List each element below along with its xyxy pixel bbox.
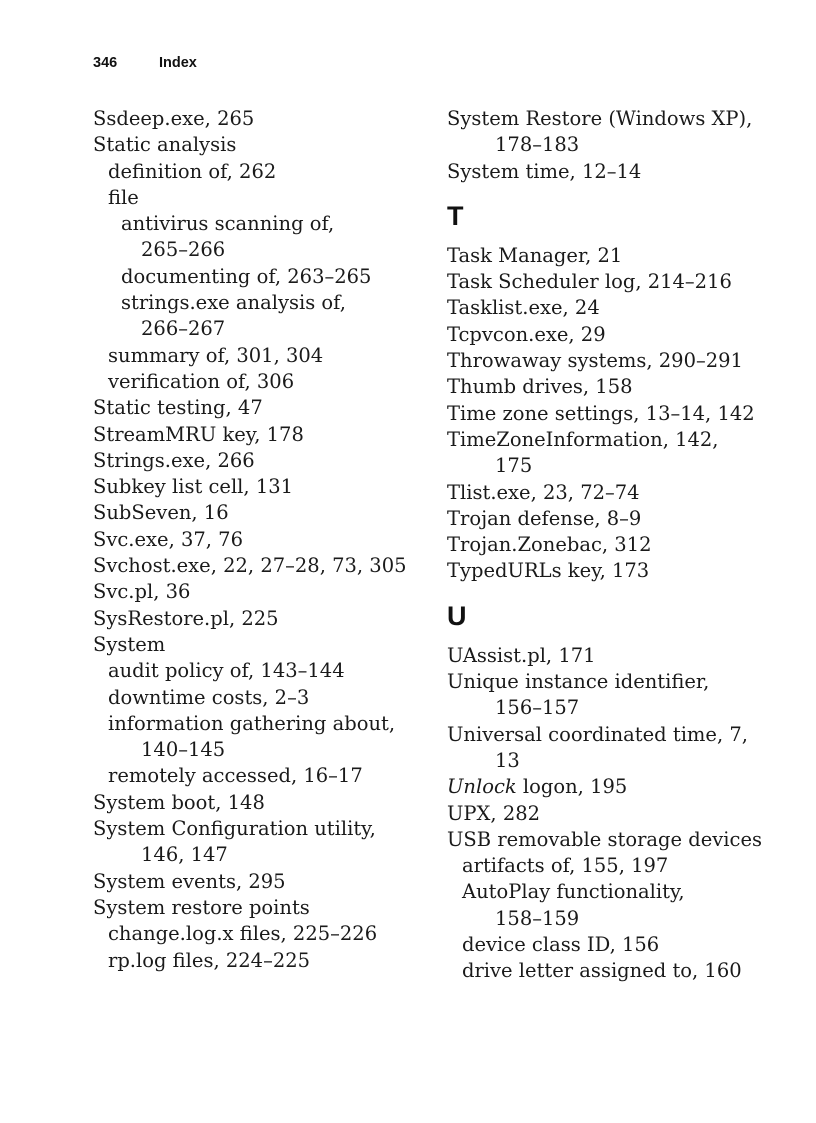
index-continuation: 13 — [495, 748, 520, 772]
index-entry: System time, 12–14 — [447, 159, 642, 183]
index-entry: StreamMRU key, 178 — [93, 422, 304, 446]
index-subsubentry: antivirus scanning of, — [121, 212, 335, 236]
index-entry: Unique instance identifier, — [447, 670, 710, 694]
index-subentry: information gathering about, — [108, 711, 396, 735]
index-entry: TimeZoneInformation, 142, — [447, 427, 719, 451]
index-entry: Trojan defense, 8–9 — [447, 506, 642, 530]
index-entry: Time zone settings, 13–14, 142 — [447, 401, 755, 425]
index-subentry: file — [108, 185, 139, 209]
index-entry: Task Manager, 21 — [447, 243, 623, 267]
running-header — [93, 55, 197, 71]
index-entry: System restore points — [93, 895, 310, 919]
index-subentry: artifacts of, 155, 197 — [462, 854, 669, 878]
page-number: 346 — [93, 55, 118, 71]
index-entry: Svc.exe, 37, 76 — [93, 527, 243, 551]
index-subentry: rp.log files, 224–225 — [108, 948, 311, 972]
index-entry: Task Scheduler log, 214–216 — [447, 270, 732, 294]
index-entry: Tlist.exe, 23, 72–74 — [447, 480, 640, 504]
index-subentry: verification of, 306 — [108, 369, 295, 393]
index-entry: Thumb drives, 158 — [447, 375, 633, 399]
running-title: Index — [159, 55, 197, 71]
index-entry: Svchost.exe, 22, 27–28, 73, 305 — [93, 554, 407, 578]
index-subentry: definition of, 262 — [108, 159, 277, 183]
index-entry: Subkey list cell, 131 — [93, 475, 294, 499]
index-subsubentry: documenting of, 263–265 — [121, 264, 372, 288]
index-entry: System — [93, 632, 166, 656]
section-letter-u: U — [447, 600, 467, 631]
index-continuation: 175 — [495, 454, 533, 478]
index-entry: UPX, 282 — [447, 801, 541, 825]
index-continuation: 265–266 — [141, 238, 226, 262]
index-entry: Strings.exe, 266 — [93, 448, 255, 472]
index-continuation: 140–145 — [141, 738, 226, 762]
index-entry — [447, 774, 787, 800]
index-entry: System boot, 148 — [93, 790, 265, 814]
index-subentry: remotely accessed, 16–17 — [108, 764, 363, 788]
index-continuation: 178–183 — [495, 133, 580, 157]
index-subsubentry: strings.exe analysis of, — [121, 291, 346, 315]
index-entry: System events, 295 — [93, 869, 286, 893]
index-entry: Trojan.Zonebac, 312 — [447, 533, 652, 557]
index-subentry: downtime costs, 2–3 — [108, 685, 310, 709]
index-entry: USB removable storage devices — [447, 827, 763, 851]
index-continuation: 156–157 — [495, 696, 580, 720]
index-entry: System Restore (Windows XP), — [447, 107, 753, 130]
index-entry: Tcpvcon.exe, 29 — [447, 322, 606, 346]
index-entry: Static testing, 47 — [93, 396, 263, 420]
index-continuation: 146, 147 — [141, 843, 228, 867]
entry-locator: logon, 195 — [516, 775, 628, 799]
index-column-left — [93, 106, 423, 974]
index-entry: Tasklist.exe, 24 — [447, 296, 600, 320]
index-entry: SysRestore.pl, 225 — [93, 606, 279, 630]
index-subentry: audit policy of, 143–144 — [108, 659, 345, 683]
index-subentry: change.log.x files, 225–226 — [108, 922, 378, 946]
index-entry: TypedURLs key, 173 — [447, 559, 650, 583]
index-subentry: device class ID, 156 — [462, 933, 660, 957]
index-entry: Ssdeep.exe, 265 — [93, 107, 255, 130]
index-continuation: 266–267 — [141, 317, 226, 341]
index-column-right — [447, 106, 787, 985]
index-entry: Universal coordinated time, 7, — [447, 722, 748, 746]
index-entry: System Configuration utility, — [93, 817, 376, 841]
index-entry: UAssist.pl, 171 — [447, 643, 596, 667]
index-entry: Static analysis — [93, 133, 237, 157]
index-subentry: summary of, 301, 304 — [108, 343, 324, 367]
index-subentry: AutoPlay functionality, — [462, 880, 685, 904]
index-entry: Svc.pl, 36 — [93, 580, 191, 604]
italic-term: Unlock — [447, 775, 517, 799]
index-entry: Throwaway systems, 290–291 — [447, 349, 743, 373]
section-letter-t: T — [447, 200, 464, 231]
index-entry: SubSeven, 16 — [93, 501, 229, 525]
index-continuation: 158–159 — [495, 906, 580, 930]
index-subentry: drive letter assigned to, 160 — [462, 959, 742, 983]
